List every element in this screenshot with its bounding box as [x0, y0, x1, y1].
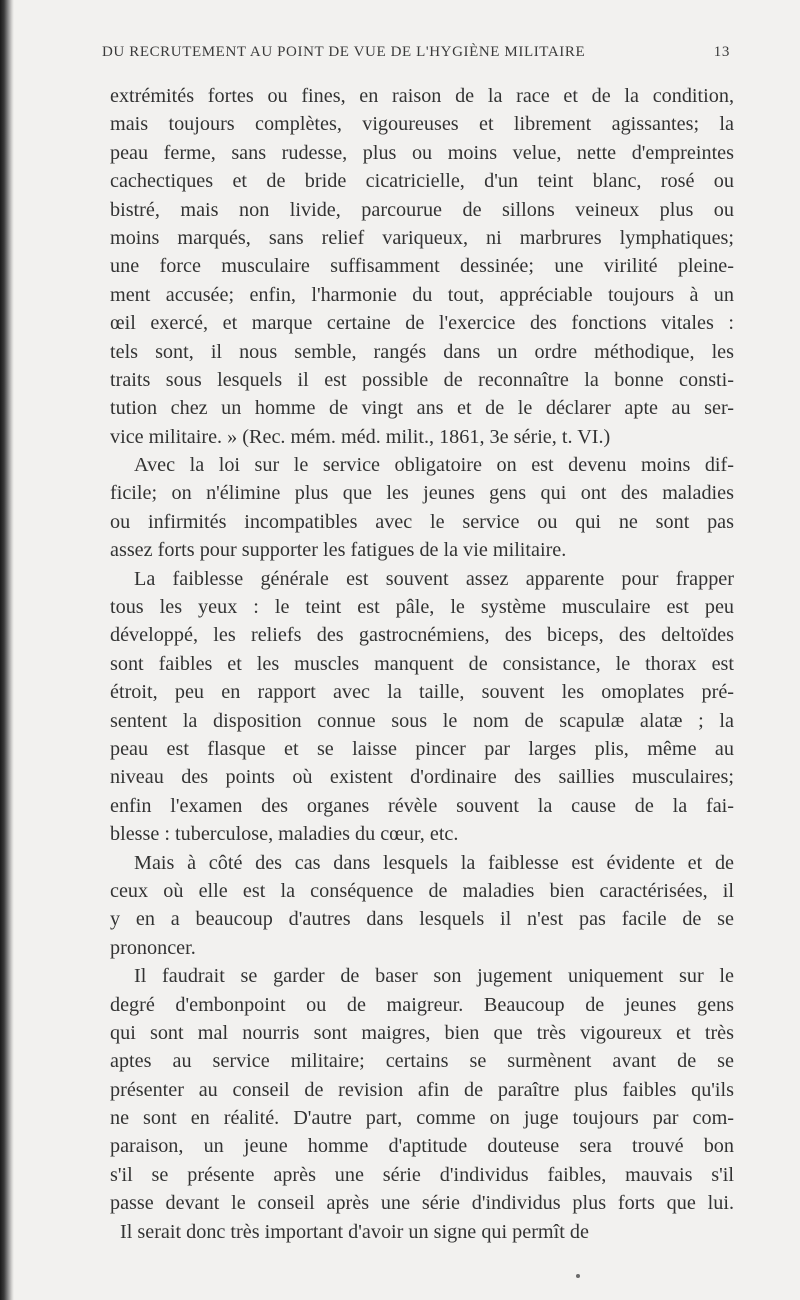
text-line: s'il se présente après une série d'individus faibles, mauvais s'il — [110, 1163, 734, 1186]
text-line: peau ferme, sans rudesse, plus ou moins velue, nette d'empreintes — [110, 141, 734, 164]
text-line: prononcer. — [110, 936, 196, 959]
text-line: assez forts pour supporter les fatigues de la vie militaire. — [110, 539, 567, 562]
running-head-title: DU RECRUTEMENT AU POINT DE VUE DE L'HYGIÈNE MILITAIRE — [102, 44, 586, 60]
text-line: aptes au service militaire; certains se surmènent avant de se — [110, 1050, 734, 1073]
body-text — [110, 82, 734, 1246]
text-line: sont faibles et les muscles manquent de consistance, le thorax est — [110, 652, 734, 675]
text-line: ou infirmités incompatibles avec le service ou qui ne sont pas — [110, 510, 734, 533]
text-line: tous les yeux : le teint est pâle, le système musculaire est peu — [110, 596, 734, 619]
paragraph-start-line: Il serait donc très important d'avoir un signe qui permît de — [120, 1220, 589, 1243]
text-line: extrémités fortes ou fines, en raison de la race et de la condition, — [110, 85, 734, 107]
text-line: sentent la disposition connue sous le nom de scapulæ alatæ ; la — [110, 709, 734, 732]
text-line: paraison, un jeune homme d'aptitude douteuse sera trouvé bon — [110, 1135, 734, 1158]
text-line: peau est flasque et se laisse pincer par larges plis, même au — [110, 737, 734, 760]
text-line: cachectiques et de bride cicatricielle, d'un teint blanc, rosé ou — [110, 170, 734, 193]
paragraph-start-line: Il faudrait se garder de baser son jugement uniquement sur le — [134, 965, 734, 988]
text-line: moins marqués, sans relief variqueux, ni marbrures lymphatiques; — [110, 226, 734, 249]
text-line: vice militaire. » (Rec. mém. méd. milit., 1861, 3e série, t. VI.) — [110, 425, 611, 448]
text-line: passe devant le conseil après une série d'individus plus forts que lui. — [110, 1192, 734, 1215]
text-line: y en a beaucoup d'autres dans lesquels il n'est pas facile de se — [110, 908, 734, 931]
text-line: tels sont, il nous semble, rangés dans un ordre méthodique, les — [110, 340, 734, 363]
text-line: ne sont en réalité. D'autre part, comme on juge toujours par com- — [110, 1107, 734, 1130]
text-line: œil exercé, et marque certaine de l'exercice des fonctions vitales : — [110, 312, 734, 335]
page-number: 13 — [713, 44, 730, 60]
text-line: mais toujours complètes, vigoureuses et librement agissantes; la — [110, 113, 734, 136]
text-line: tution chez un homme de vingt ans et de le déclarer apte au ser- — [110, 397, 734, 420]
text-line: une force musculaire suffisamment dessinée; une virilité pleine- — [110, 255, 734, 278]
text-line: enfin l'examen des organes révèle souvent la cause de la fai- — [110, 794, 734, 817]
text-line: ceux où elle est la conséquence de maladies bien caractérisées, il — [110, 879, 734, 902]
ink-speck — [576, 1274, 580, 1278]
text-line: ment accusée; enfin, l'harmonie du tout, appréciable toujours à un — [110, 283, 734, 306]
text-line: blesse : tuberculose, maladies du cœur, etc. — [110, 823, 459, 846]
text-line: étroit, peu en rapport avec la taille, souvent les omoplates pré- — [110, 681, 734, 704]
text-line: présenter au conseil de revision afin de paraître plus faibles qu'ils — [110, 1078, 734, 1101]
paragraph-start-line: Avec la loi sur le service obligatoire on est devenu moins dif- — [134, 454, 734, 477]
text-line: qui sont mal nourris sont maigres, bien que très vigoureux et très — [110, 1021, 734, 1044]
text-line: traits sous lesquels il est possible de reconnaître la bonne consti- — [110, 368, 734, 391]
text-line: développé, les reliefs des gastrocnémiens, des biceps, des deltoïdes — [110, 624, 734, 647]
text-line: bistré, mais non livide, parcourue de sillons veineux plus ou — [110, 198, 734, 221]
text-line: ficile; on n'élimine plus que les jeunes gens qui ont des maladies — [110, 482, 734, 505]
paragraph-start-line: Mais à côté des cas dans lesquels la faiblesse est évidente et de — [134, 851, 734, 874]
paragraph-start-line: La faiblesse générale est souvent assez apparente pour frapper — [134, 567, 734, 590]
text-line: niveau des points où existent d'ordinaire des saillies musculaires; — [110, 766, 734, 789]
running-head — [102, 44, 730, 70]
text-line: degré d'embonpoint ou de maigreur. Beaucoup de jeunes gens — [110, 993, 734, 1016]
